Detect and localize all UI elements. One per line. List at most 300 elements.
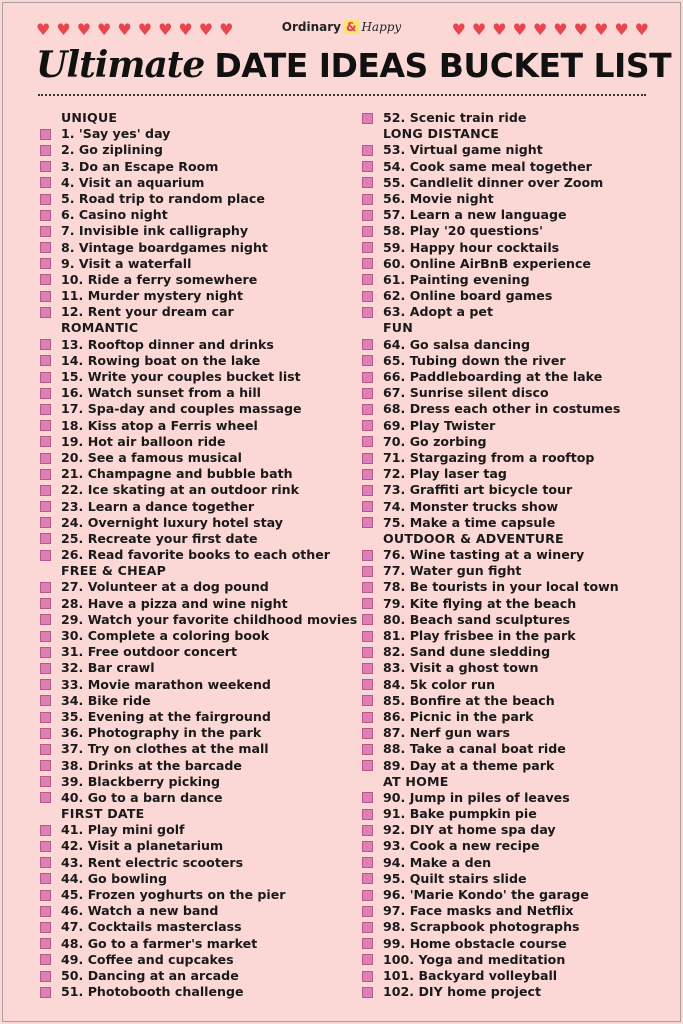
checkbox-icon[interactable] — [362, 388, 373, 399]
checkbox-icon[interactable] — [362, 792, 373, 803]
checkbox-icon[interactable] — [362, 954, 373, 965]
list-item — [362, 223, 662, 239]
list-item — [40, 936, 350, 952]
list-item — [362, 838, 662, 854]
list-item — [362, 563, 662, 579]
list-item — [40, 596, 350, 612]
checkbox-icon[interactable] — [362, 355, 373, 366]
section-heading — [362, 774, 662, 790]
checkbox-icon[interactable] — [40, 663, 51, 674]
heart-icon: ♥ — [117, 20, 132, 39]
checkbox-icon[interactable] — [362, 307, 373, 318]
section-heading — [40, 563, 350, 579]
checkbox-icon[interactable] — [40, 695, 51, 706]
list-item-label: 8. Vintage boardgames night — [61, 239, 268, 255]
list-item-label: 84. 5k color run — [383, 676, 496, 692]
list-item-label: 50. Dancing at an arcade — [61, 967, 239, 983]
list-item-label: 58. Play '20 questions' — [383, 223, 544, 239]
checkbox-icon[interactable] — [40, 679, 51, 690]
checkbox-icon[interactable] — [362, 938, 373, 949]
list-item — [362, 822, 662, 838]
list-item — [362, 385, 662, 401]
list-item-label: 12. Rent your dream car — [61, 304, 234, 320]
list-item — [40, 353, 350, 369]
list-item — [40, 822, 350, 838]
checkbox-icon[interactable] — [362, 744, 373, 755]
checkbox-icon[interactable] — [40, 258, 51, 269]
heart-icon: ♥ — [634, 20, 649, 39]
section-heading-label: LONG DISTANCE — [383, 126, 500, 142]
checkbox-icon[interactable] — [40, 890, 51, 901]
checkbox-icon[interactable] — [40, 906, 51, 917]
list-item — [40, 256, 350, 272]
list-item — [40, 304, 350, 320]
checkbox-icon[interactable] — [40, 954, 51, 965]
list-item — [40, 660, 350, 676]
list-item-label: 95. Quilt stairs slide — [383, 870, 527, 886]
checkbox-icon[interactable] — [40, 825, 51, 836]
section-heading — [40, 110, 350, 126]
heart-icon: ♥ — [573, 20, 588, 39]
checkbox-icon[interactable] — [362, 274, 373, 285]
heart-icon: ♥ — [492, 20, 507, 39]
checkbox-icon[interactable] — [40, 873, 51, 884]
checkbox-icon[interactable] — [40, 372, 51, 383]
heart-icon: ♥ — [219, 20, 234, 39]
checkbox-icon[interactable] — [40, 291, 51, 302]
list-item-label: 56. Movie night — [383, 190, 494, 206]
checkbox-icon[interactable] — [40, 550, 51, 561]
section-heading — [40, 806, 350, 822]
list-item-label: 82. Sand dune sledding — [383, 644, 551, 660]
heart-icon: ♥ — [178, 20, 193, 39]
heart-icon: ♥ — [451, 20, 466, 39]
list-item — [362, 628, 662, 644]
checkbox-icon[interactable] — [40, 792, 51, 803]
checkbox-icon[interactable] — [40, 469, 51, 480]
list-item — [362, 240, 662, 256]
list-item-label: 93. Cook a new recipe — [383, 838, 540, 854]
list-item-label: 64. Go salsa dancing — [383, 336, 530, 352]
list-item — [40, 968, 350, 984]
list-item-label: 55. Candlelit dinner over Zoom — [383, 174, 604, 190]
list-item-label: 80. Beach sand sculptures — [383, 611, 570, 627]
list-item-label: 5. Road trip to random place — [61, 190, 265, 206]
list-item — [40, 725, 350, 741]
list-item — [362, 466, 662, 482]
list-item — [40, 919, 350, 935]
checkbox-icon[interactable] — [40, 728, 51, 739]
list-item-label: 99. Home obstacle course — [383, 935, 567, 951]
section-heading-label: FUN — [383, 320, 413, 336]
list-item-label: 102. DIY home project — [383, 984, 541, 1000]
list-item — [40, 385, 350, 401]
list-item — [362, 887, 662, 903]
list-item-label: 20. See a famous musical — [61, 449, 242, 465]
heart-icon: ♥ — [56, 20, 71, 39]
checkbox-icon[interactable] — [362, 550, 373, 561]
list-item-label: 83. Visit a ghost town — [383, 660, 539, 676]
list-item-label: 69. Play Twister — [383, 417, 496, 433]
list-item — [40, 482, 350, 498]
list-item-label: 92. DIY at home spa day — [383, 822, 556, 838]
list-item-label: 60. Online AirBnB experience — [383, 255, 591, 271]
checkbox-icon[interactable] — [362, 469, 373, 480]
list-item-label: 4. Visit an aquarium — [61, 174, 205, 190]
list-item-label: 88. Take a canal boat ride — [383, 741, 566, 757]
checkbox-icon[interactable] — [362, 873, 373, 884]
list-item — [362, 952, 662, 968]
checkbox-icon[interactable] — [40, 226, 51, 237]
list-item — [40, 871, 350, 887]
checkbox-icon[interactable] — [40, 582, 51, 593]
list-item — [362, 709, 662, 725]
list-item-label: 97. Face masks and Netflix — [383, 903, 574, 919]
list-item — [362, 353, 662, 369]
list-item-label: 11. Murder mystery night — [61, 288, 244, 304]
checkbox-icon[interactable] — [40, 436, 51, 447]
checkbox-icon[interactable] — [40, 161, 51, 172]
list-item-label: 33. Movie marathon weekend — [61, 676, 271, 692]
checkbox-icon[interactable] — [362, 614, 373, 625]
checkbox-icon[interactable] — [362, 663, 373, 674]
list-item-label: 66. Paddleboarding at the lake — [383, 369, 603, 384]
checkbox-icon[interactable] — [40, 453, 51, 464]
list-item-label: 79. Kite flying at the beach — [383, 595, 577, 611]
section-heading-label: FIRST DATE — [61, 806, 145, 822]
checkbox-icon[interactable] — [40, 517, 51, 528]
list-item — [40, 126, 350, 142]
list-item — [362, 903, 662, 919]
list-item-label: 65. Tubing down the river — [383, 352, 566, 368]
checkbox-icon[interactable] — [362, 922, 373, 933]
list-item — [40, 418, 350, 434]
list-item — [362, 482, 662, 498]
list-item-label: 37. Try on clothes at the mall — [61, 741, 269, 757]
list-item — [40, 758, 350, 774]
checkbox-icon[interactable] — [40, 987, 51, 998]
list-item-label: 27. Volunteer at a dog pound — [61, 579, 269, 595]
list-item — [40, 288, 350, 304]
checkbox-icon[interactable] — [362, 372, 373, 383]
list-item — [362, 612, 662, 628]
list-item — [362, 547, 662, 563]
heart-icon: ♥ — [97, 20, 112, 39]
list-item-label: 45. Frozen yoghurts on the pier — [61, 887, 286, 902]
checkbox-icon[interactable] — [362, 113, 373, 124]
list-item-label: 78. Be tourists in your local town — [383, 579, 619, 595]
list-item-label: 31. Free outdoor concert — [61, 644, 238, 660]
list-item-label: 87. Nerf gun wars — [383, 725, 511, 741]
list-item — [40, 709, 350, 725]
list-item-label: 15. Write your couples bucket list — [61, 369, 301, 384]
checkbox-icon[interactable] — [40, 485, 51, 496]
list-item-label: 25. Recreate your first date — [61, 530, 258, 546]
list-item-label: 18. Kiss atop a Ferris wheel — [61, 417, 258, 433]
list-item-label: 35. Evening at the fairground — [61, 708, 271, 724]
list-item-label: 59. Happy hour cocktails — [383, 239, 560, 255]
list-item — [362, 660, 662, 676]
list-item-label: 86. Picnic in the park — [383, 708, 534, 724]
checkbox-icon[interactable] — [362, 145, 373, 156]
brand-ampersand: & — [343, 20, 359, 34]
list-item-label: 48. Go to a farmer's market — [61, 935, 258, 951]
list-item — [40, 677, 350, 693]
list-item-label: 81. Play frisbee in the park — [383, 628, 576, 643]
section-heading-label: ROMANTIC — [61, 320, 139, 336]
list-item-label: 24. Overnight luxury hotel stay — [61, 514, 283, 530]
list-item — [362, 790, 662, 806]
checkbox-icon[interactable] — [362, 890, 373, 901]
list-item-label: 2. Go ziplining — [61, 142, 163, 158]
list-item-label: 54. Cook same meal together — [383, 158, 592, 174]
section-heading-label: UNIQUE — [61, 110, 118, 125]
checkbox-icon[interactable] — [40, 404, 51, 415]
list-item — [362, 871, 662, 887]
checkbox-icon[interactable] — [40, 501, 51, 512]
checkbox-icon[interactable] — [362, 566, 373, 577]
list-item — [40, 515, 350, 531]
list-item-label: 19. Hot air balloon ride — [61, 433, 226, 449]
checkbox-icon[interactable] — [40, 420, 51, 431]
list-item — [40, 466, 350, 482]
checkbox-icon[interactable] — [362, 728, 373, 739]
checkbox-icon[interactable] — [362, 841, 373, 852]
checkbox-icon[interactable] — [362, 161, 373, 172]
list-item — [362, 596, 662, 612]
list-item — [362, 175, 662, 191]
list-item-label: 32. Bar crawl — [61, 660, 155, 676]
list-item — [40, 579, 350, 595]
list-item — [40, 401, 350, 417]
checkbox-icon[interactable] — [362, 258, 373, 269]
checkbox-icon[interactable] — [362, 857, 373, 868]
checkbox-icon[interactable] — [40, 760, 51, 771]
list-item-label: 101. Backyard volleyball — [383, 967, 558, 983]
heart-icon: ♥ — [512, 20, 527, 39]
list-item-label: 49. Coffee and cupcakes — [61, 951, 234, 967]
checkbox-icon[interactable] — [362, 453, 373, 464]
list-item-label: 89. Day at a theme park — [383, 757, 555, 773]
list-item-label: 85. Bonfire at the beach — [383, 692, 555, 708]
checkbox-icon[interactable] — [40, 242, 51, 253]
list-item-label: 21. Champagne and bubble bath — [61, 466, 293, 482]
list-item-label: 73. Graffiti art bicycle tour — [383, 482, 573, 498]
checkbox-icon[interactable] — [362, 242, 373, 253]
list-item — [362, 919, 662, 935]
list-item-label: 23. Learn a dance together — [61, 498, 255, 514]
list-item-label: 70. Go zorbing — [383, 433, 487, 449]
list-item — [40, 223, 350, 239]
checkbox-icon[interactable] — [362, 177, 373, 188]
list-item — [362, 450, 662, 466]
checkbox-icon[interactable] — [40, 971, 51, 982]
list-item-label: 57. Learn a new language — [383, 207, 567, 223]
checkbox-icon[interactable] — [40, 307, 51, 318]
brand-name-ordinary: Ordinary — [281, 20, 341, 34]
heart-icon: ♥ — [593, 20, 609, 39]
checkbox-icon[interactable] — [362, 647, 373, 658]
list-item-label: 46. Watch a new band — [61, 903, 219, 919]
list-item — [40, 499, 350, 515]
list-item-label: 76. Wine tasting at a winery — [383, 547, 585, 563]
list-item-label: 9. Visit a waterfall — [61, 255, 192, 271]
list-item — [40, 838, 350, 854]
checkbox-icon[interactable] — [362, 210, 373, 221]
list-item-label: 90. Jump in piles of leaves — [383, 789, 570, 805]
list-item-label: 29. Watch your favorite childhood movies — [61, 611, 358, 627]
list-item-label: 42. Visit a planetarium — [61, 838, 224, 854]
hearts-row-right — [452, 22, 649, 38]
list-item-label: 17. Spa-day and couples massage — [61, 401, 302, 417]
checkbox-icon[interactable] — [362, 582, 373, 593]
list-item-label: 16. Watch sunset from a hill — [61, 385, 261, 401]
heart-icon: ♥ — [36, 20, 51, 39]
heart-icon: ♥ — [614, 20, 629, 39]
checkbox-icon[interactable] — [362, 987, 373, 998]
checkbox-icon[interactable] — [362, 485, 373, 496]
checkbox-icon[interactable] — [362, 906, 373, 917]
checkbox-icon[interactable] — [40, 145, 51, 156]
list-item-label: 63. Adopt a pet — [383, 304, 493, 320]
checkbox-icon[interactable] — [362, 517, 373, 528]
list-item-label: 1. 'Say yes' day — [61, 126, 171, 142]
list-item — [362, 515, 662, 531]
page-title — [36, 44, 672, 94]
list-item — [40, 903, 350, 919]
checkbox-icon[interactable] — [40, 631, 51, 642]
list-item — [362, 272, 662, 288]
checkbox-icon[interactable] — [40, 938, 51, 949]
list-item — [40, 272, 350, 288]
heart-icon: ♥ — [471, 20, 487, 39]
heart-icon: ♥ — [158, 20, 173, 39]
list-item — [40, 644, 350, 660]
list-item-label: 94. Make a den — [383, 854, 492, 870]
checkbox-icon[interactable] — [40, 744, 51, 755]
heart-icon: ♥ — [76, 20, 92, 39]
list-item-label: 38. Drinks at the barcade — [61, 757, 242, 773]
list-item — [40, 887, 350, 903]
list-item-label: 40. Go to a barn dance — [61, 789, 223, 805]
checkbox-icon[interactable] — [362, 501, 373, 512]
checkbox-icon[interactable] — [40, 355, 51, 366]
list-item — [362, 644, 662, 660]
checkbox-icon[interactable] — [40, 922, 51, 933]
list-item — [362, 288, 662, 304]
list-item — [40, 159, 350, 175]
checkbox-icon[interactable] — [40, 712, 51, 723]
list-item-label: 53. Virtual game night — [383, 142, 543, 158]
list-item — [362, 725, 662, 741]
list-item — [362, 207, 662, 223]
checkbox-icon[interactable] — [40, 857, 51, 868]
list-item — [362, 434, 662, 450]
list-item-label: 28. Have a pizza and wine night — [61, 595, 288, 611]
list-item — [362, 401, 662, 417]
list-item — [40, 531, 350, 547]
checkbox-icon[interactable] — [362, 679, 373, 690]
checkbox-icon[interactable] — [40, 274, 51, 285]
list-item — [362, 159, 662, 175]
list-item — [362, 968, 662, 984]
list-item — [362, 693, 662, 709]
checkbox-icon[interactable] — [362, 825, 373, 836]
list-item — [40, 369, 350, 385]
list-item-label: 67. Sunrise silent disco — [383, 385, 549, 401]
checkbox-icon[interactable] — [40, 614, 51, 625]
list-item — [362, 110, 662, 126]
list-item — [362, 337, 662, 353]
list-item — [40, 952, 350, 968]
checkbox-icon[interactable] — [40, 647, 51, 658]
checkbox-icon[interactable] — [40, 194, 51, 205]
checkbox-icon[interactable] — [362, 695, 373, 706]
list-item — [362, 936, 662, 952]
checkbox-icon[interactable] — [40, 129, 51, 140]
section-heading-label: OUTDOOR & ADVENTURE — [383, 530, 564, 546]
checkbox-icon[interactable] — [362, 420, 373, 431]
list-item — [40, 207, 350, 223]
checkbox-icon[interactable] — [362, 226, 373, 237]
list-item-label: 10. Ride a ferry somewhere — [61, 271, 258, 287]
list-item-label: 96. 'Marie Kondo' the garage — [383, 887, 589, 902]
checkbox-icon[interactable] — [362, 436, 373, 447]
checkbox-icon[interactable] — [362, 809, 373, 820]
list-item-label: 36. Photography in the park — [61, 725, 262, 741]
list-item-label: 34. Bike ride — [61, 692, 151, 708]
checkbox-icon[interactable] — [362, 194, 373, 205]
checkbox-icon[interactable] — [362, 631, 373, 642]
heart-icon: ♥ — [198, 20, 214, 39]
section-heading — [362, 531, 662, 547]
checkbox-icon[interactable] — [362, 971, 373, 982]
list-item — [40, 337, 350, 353]
checkbox-icon[interactable] — [40, 210, 51, 221]
list-column-left — [40, 110, 358, 1000]
checkbox-icon[interactable] — [40, 841, 51, 852]
list-item-label: 47. Cocktails masterclass — [61, 919, 242, 935]
brand-name-happy: Happy — [361, 20, 402, 34]
list-item — [40, 434, 350, 450]
list-item-label: 52. Scenic train ride — [383, 110, 527, 125]
section-heading — [362, 320, 662, 336]
list-item — [362, 741, 662, 757]
list-item-label: 62. Online board games — [383, 288, 553, 304]
checkbox-icon[interactable] — [40, 776, 51, 787]
checkbox-icon[interactable] — [40, 177, 51, 188]
checkbox-icon[interactable] — [362, 404, 373, 415]
checkbox-icon[interactable] — [40, 339, 51, 350]
checkbox-icon[interactable] — [362, 291, 373, 302]
list-item — [40, 547, 350, 563]
list-item-label: 74. Monster trucks show — [383, 498, 559, 514]
checkbox-icon[interactable] — [40, 533, 51, 544]
list-item — [40, 450, 350, 466]
list-item — [362, 984, 662, 1000]
list-item — [40, 240, 350, 256]
list-item-label: 41. Play mini golf — [61, 822, 185, 838]
checkbox-icon[interactable] — [362, 339, 373, 350]
list-item-label: 91. Bake pumpkin pie — [383, 806, 537, 822]
list-item — [40, 855, 350, 871]
checkbox-icon[interactable] — [40, 598, 51, 609]
checkbox-icon[interactable] — [362, 712, 373, 723]
checkbox-icon[interactable] — [362, 598, 373, 609]
checkbox-icon[interactable] — [362, 760, 373, 771]
list-item-label: 30. Complete a coloring book — [61, 628, 270, 643]
checkbox-icon[interactable] — [40, 388, 51, 399]
